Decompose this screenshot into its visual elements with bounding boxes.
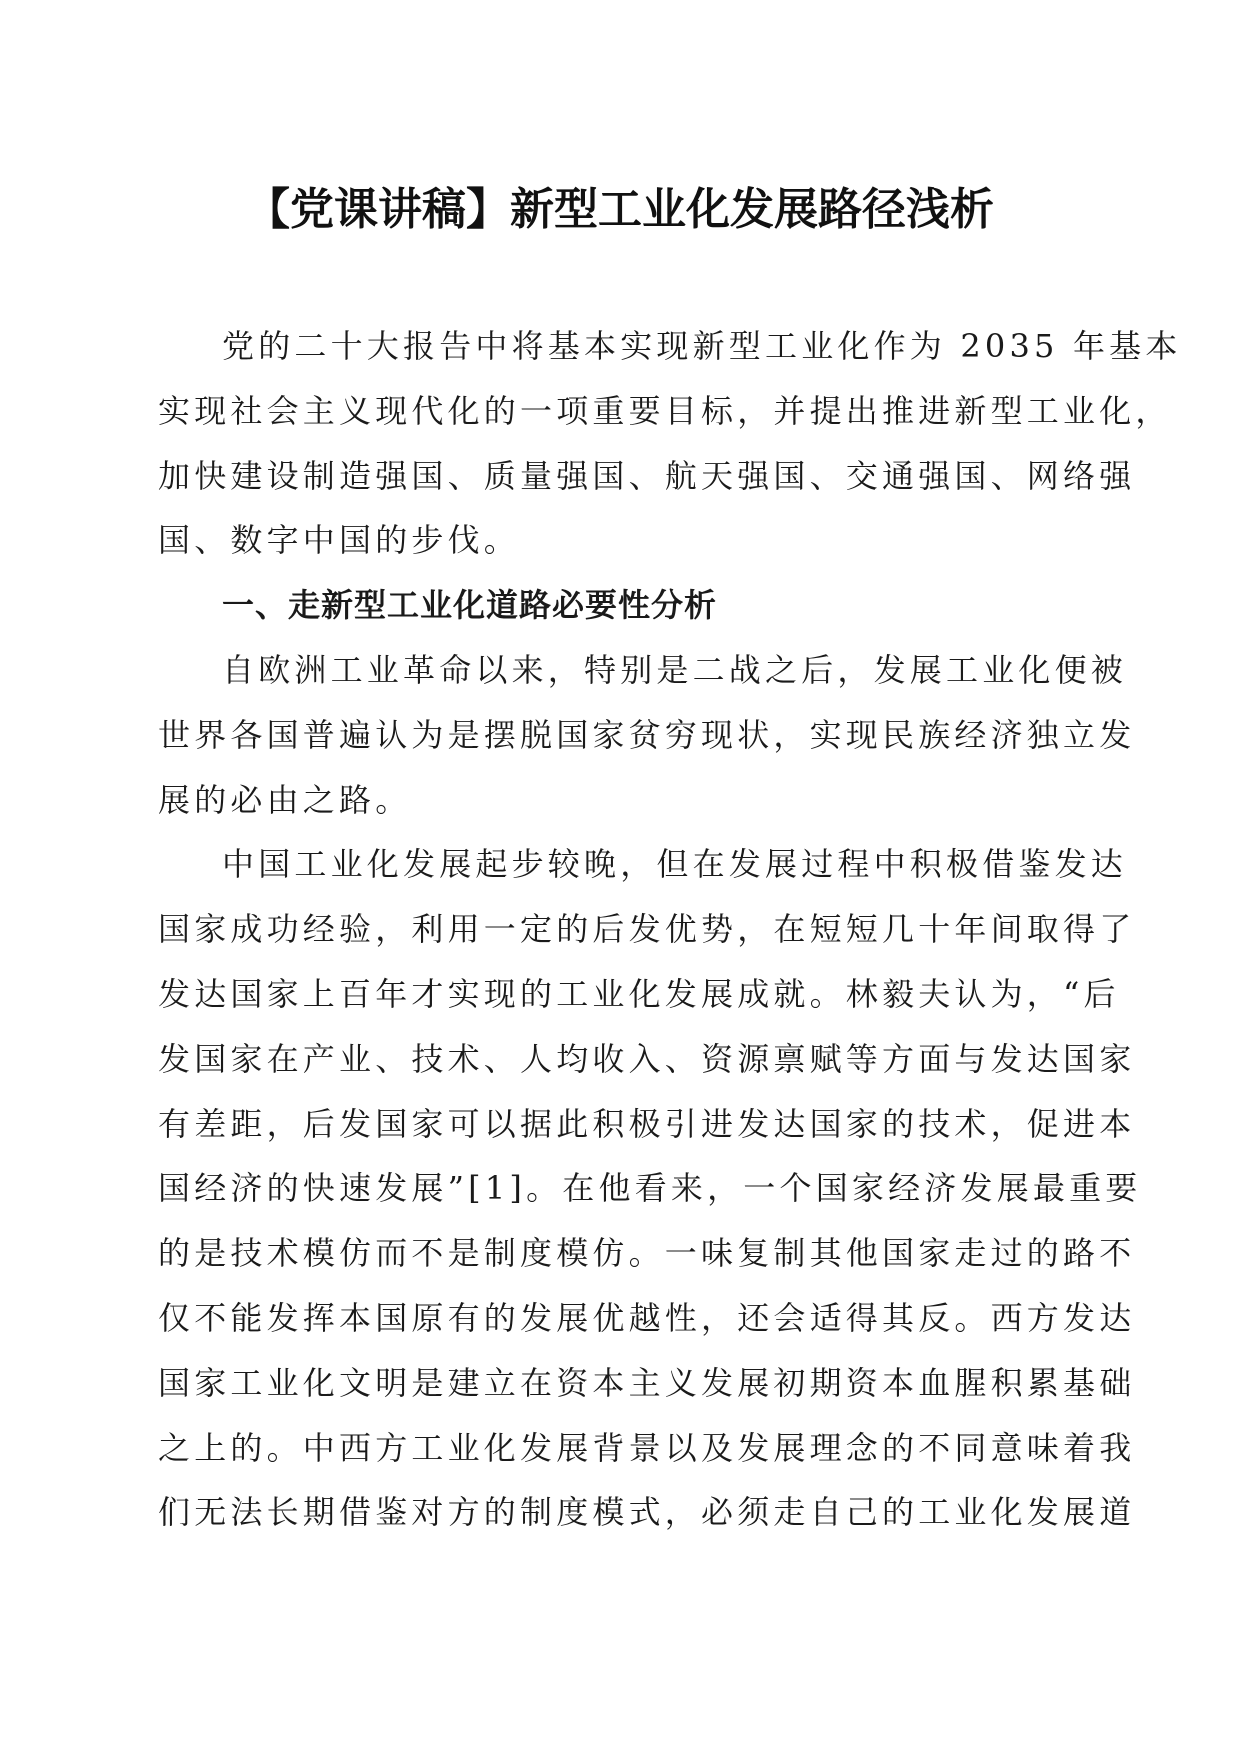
text-line: 展的必由之路。 — [158, 780, 412, 819]
text-line: 的是技术模仿而不是制度模仿。一味复制其他国家走过的路不 — [158, 1234, 1136, 1273]
text-line: 实现社会主义现代化的一项重要目标，并提出推进新型工业化， — [158, 391, 1172, 430]
text-line: 仅不能发挥本国原有的发展优越性，还会适得其反。西方发达 — [158, 1298, 1136, 1337]
section-heading: 一、走新型工业化道路必要性分析 — [222, 586, 718, 625]
text-line: 自欧洲工业革命以来，特别是二战之后，发展工业化便被 — [222, 650, 1128, 689]
text-line: 党的二十大报告中将基本实现新型工业化作为 2035 年基本 — [222, 327, 1182, 365]
document-title: 【党课讲稿】新型工业化发展路径浅析 — [246, 184, 994, 235]
text-line: 国家工业化文明是建立在资本主义发展初期资本血腥积累基础 — [158, 1363, 1136, 1402]
text-line: 中国工业化发展起步较晚，但在发展过程中积极借鉴发达 — [222, 845, 1128, 884]
document-body — [158, 314, 1182, 1545]
text-line: 们无法长期借鉴对方的制度模式，必须走自己的工业化发展道 — [158, 1493, 1136, 1532]
paragraph-section-2 — [158, 832, 1142, 1545]
text-line: 世界各国普遍认为是摆脱国家贫穷现状，实现民族经济独立发 — [158, 715, 1136, 754]
text-line: 国、数字中国的步伐。 — [158, 521, 521, 560]
text-line: 国经济的快速发展”[1]。在他看来，一个国家经济发展最重要 — [158, 1169, 1142, 1208]
paragraph-intro — [158, 314, 1182, 573]
text-line: 发达国家上百年才实现的工业化发展成就。林毅夫认为，“后 — [158, 974, 1120, 1013]
text-line: 之上的。中西方工业化发展背景以及发展理念的不同意味着我 — [158, 1428, 1136, 1467]
text-line: 发国家在产业、技术、人均收入、资源禀赋等方面与发达国家 — [158, 1039, 1136, 1078]
text-line: 加快建设制造强国、质量强国、航天强国、交通强国、网络强 — [158, 456, 1136, 495]
text-line: 有差距，后发国家可以据此积极引进发达国家的技术，促进本 — [158, 1104, 1136, 1143]
text-line: 国家成功经验，利用一定的后发优势，在短短几十年间取得了 — [158, 910, 1136, 949]
paragraph-section-1 — [158, 638, 1136, 832]
